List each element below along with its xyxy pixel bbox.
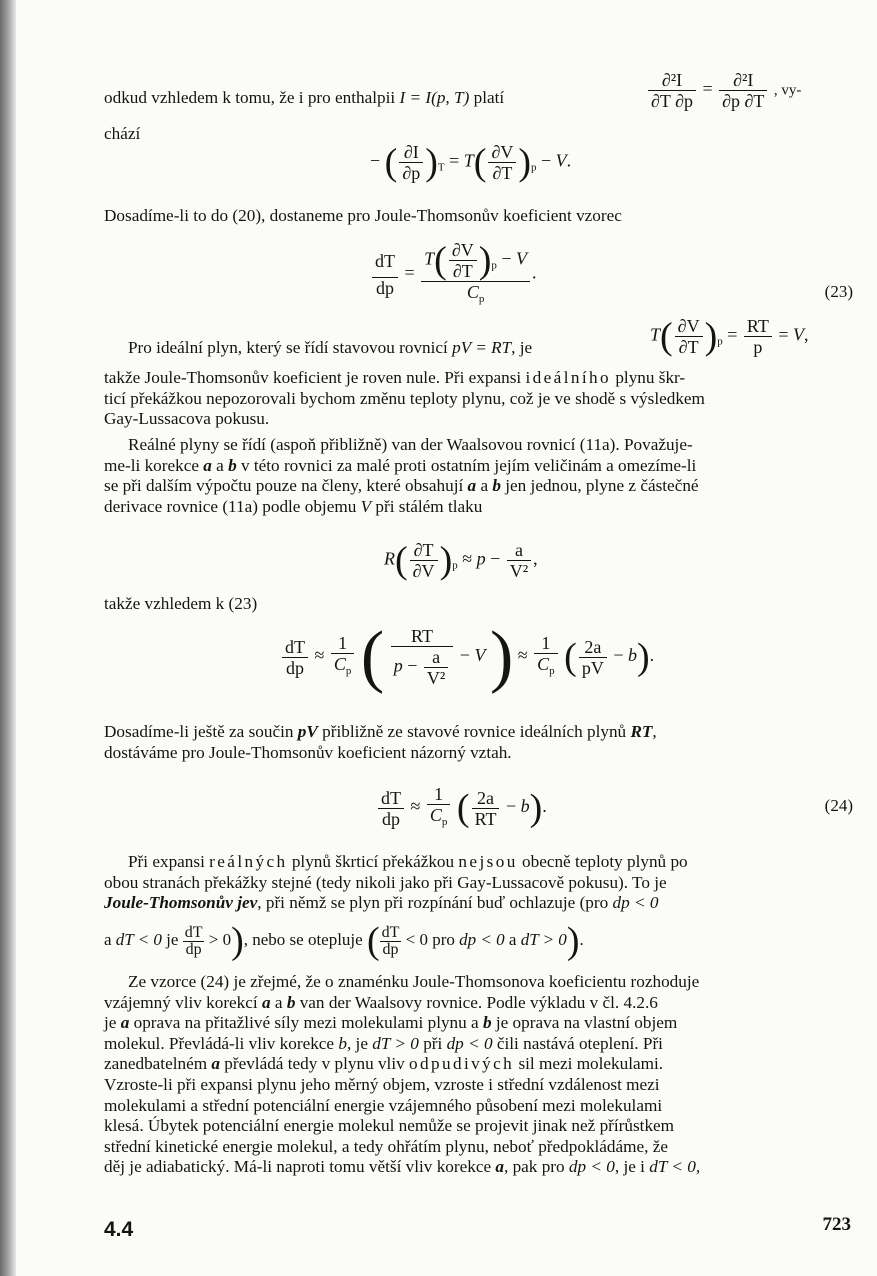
equation-jt-approximation: $\frac{dT}{dp}$ ≈ $\frac{1}{C_p}$ ( RT p − $\frac{a}{\text{V²}}$ − V ) ≈ $\frac{1}{C_p}$ ( $\frac{2a}{pV}$ − b). xyxy=(280,622,654,692)
equation-number-23: (23) xyxy=(824,282,853,301)
paragraph-real-gases: Reálné plyny se řídí (aspoň přibližně) van der Waalsovou rovnicí (11a). Považuje- me-li korekce a a b v této rovnici za malé proti ostatním jejím veličinám a omezíme-li se při dalším výpočtu pouze na členy, které obsahují a a b jen jednou, plyne z částečné derivace rovnice (11a) podle objemu V při stálém tlaku xyxy=(104,435,699,516)
paragraph-dosadime: Dosadíme-li to do (20), dostaneme pro Joule-Thomsonův koeficient vzorec xyxy=(104,206,622,225)
paragraph-ideal-gas: Pro ideální plyn, který se řídí stavovou rovnicí pV = RT, je xyxy=(128,338,533,357)
paragraph-takze: takže vzhledem k (23) xyxy=(104,594,258,613)
equation-ideal-gas-derivative: T( $\frac{\partial V}{\partial T}$ )$_p$ = $\frac{RT}{p}$ = V, xyxy=(650,315,809,358)
text: odkud vzhledem k tomu, že i pro enthalpii xyxy=(104,88,400,107)
paragraph-conclusion: Ze vzorce (24) je zřejmé, že o znaménku Joule-Thomsonova koeficientu rozhoduje vzájemný vliv korekcí a a b van der Waalsovy rovnice. Podle výkladu v čl. 4.2.6 je a oprava na přitažlivé síly mezi molekulami plynu a b je oprava na vlastní objem molekul. Převládá-li vliv korekce b, je dT > 0 při dp < 0 čili nastává oteplení. Při zanedbatelném a převládá tedy v plynu vliv odpudivých sil mezi molekulami. Vzroste-li při expansi plynu jeho měrný objem, vzroste i střední vzdálenost mezi molekulami a střední potenciální energie vzájemného působení mezi molekulami klesá. Úbytek potenciální energie molekul nemůže se projevit jinak než přírůstkem střední kinetické energie molekul, a tedy ohřátím plynu, neboť předpokládáme, že děj je adiabatický. Má-li naproti tomu větší vliv korekce a, pak pro dp < 0, je i dT < 0, xyxy=(104,972,701,1177)
paragraph-substitute: Dosadíme-li ještě za součin pV přibližně ze stavové rovnice ideálních plynů RT, dostáváme pro Joule-Thomsonův koeficient názorný vztah. xyxy=(104,722,657,762)
equation-23: $\frac{dT}{dp}$ = T( $\frac{\partial V}{\partial T}$ )$_p - V$ $C_p$ . xyxy=(370,240,537,309)
equation-24: $\frac{dT}{dp}$ ≈ $\frac{1}{C_p}$ ( $\frac{2a}{RT}$ − b). xyxy=(376,784,547,832)
paragraph-chazi: chází xyxy=(104,124,141,143)
equation-mixed-derivatives: $\frac{\text{∂²I}}{\partial T \partial p}$ = $\frac{\text{∂²I}}{\partial p \partial T}$ , vy- xyxy=(646,70,801,111)
equation-number-24: (24) xyxy=(824,796,853,815)
equation-jt-conditions: a dT < 0 je $\frac{dT}{dp}$ > 0), nebo se otepluje ( $\frac{dT}{dp}$ < 0 pro dp < 0 a dT > 0). xyxy=(104,920,584,962)
equation-vdw-derivative: R( $\frac{\partial T}{\partial V}$ )$_p \approx p$ − $\frac{a}{\text{V²}}$ , xyxy=(384,539,538,582)
paragraph-real-expansion: Při expansi reálných plynů škrticí překážkou nejsou obecně teploty plynů po obou stranách překážky stejné (tedy nikoli jako při Gay-Lussacově pokusu). To je Joule-Thomsonův jev, při němž se plyn při rozpínání buď ochlazuje (pro dp < 0 xyxy=(104,852,688,913)
math-inline: I = I(p, T) xyxy=(399,88,470,107)
section-number: 4.4 xyxy=(104,1218,134,1241)
paragraph-ideal-conclusion: takže Joule-Thomsonův koeficient je roven nule. Při expansi ideálního plynu škr- ticí překážkou nepozorovali bychom změnu teploty plynu, což je ve shodě s výsledkem Gay-Lussacova pokusu. xyxy=(104,368,705,429)
page-number: 723 xyxy=(822,1214,851,1235)
text: platí xyxy=(469,88,505,107)
equation-enthalpy-derivative: − ( $\frac{\partial I}{\partial p}$ )$_T = T$( $\frac{\partial V}{\partial T}$ )$_p - V$. xyxy=(370,141,572,184)
